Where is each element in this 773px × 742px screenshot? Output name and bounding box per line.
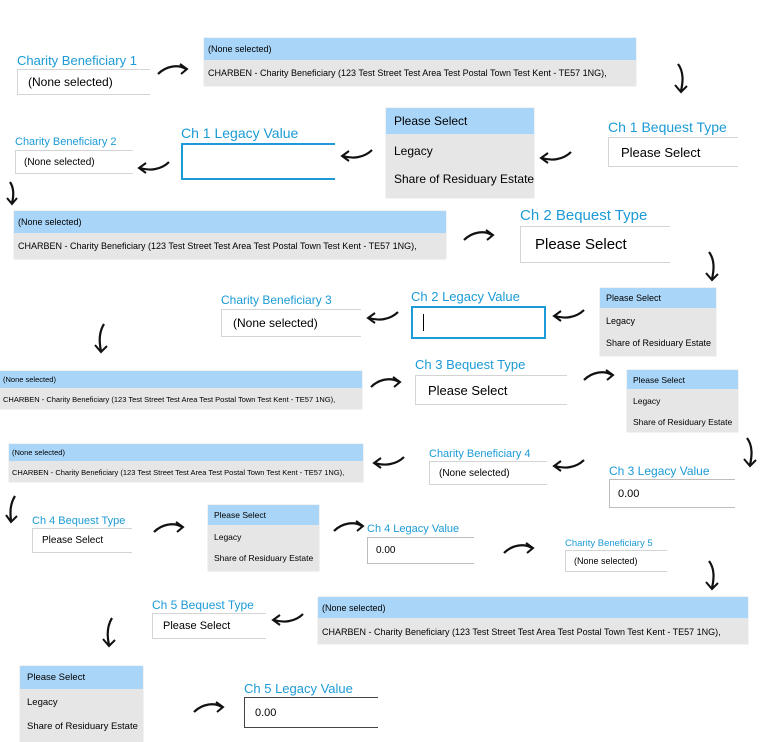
arrow-left-icon [552,456,586,474]
ch3-bequest-type-label: Ch 3 Bequest Type [415,357,526,372]
ch5-bequest-type-label: Ch 5 Bequest Type [152,598,254,612]
arrow-right-icon [156,62,190,78]
arrow-left-icon [271,610,305,628]
ch1-bequest-type-select[interactable]: Please Select [608,137,738,167]
ch4-bequest-type-dropdown [208,505,319,571]
dropdown-option[interactable]: Share of Residuary Estate [606,338,712,348]
charity-beneficiary-3-dropdown [0,371,362,409]
arrow-down-icon [100,616,118,648]
arrow-down-icon [703,250,721,282]
arrow-right-icon [192,700,226,716]
dropdown-option[interactable]: Please Select [20,666,143,689]
dropdown-option[interactable]: CHARBEN - Charity Beneficiary (123 Test Street Test Area Test Postal Town Test Kent - TE57 1NG), [12,468,345,477]
ch4-legacy-value-label: Ch 4 Legacy Value [367,523,460,535]
arrow-left-icon [340,146,374,164]
arrow-down-icon [3,494,21,524]
arrow-right-icon [332,519,366,535]
dropdown-option[interactable]: (None selected) [14,211,446,233]
ch1-bequest-type-label: Ch 1 Bequest Type [608,119,727,135]
ch2-legacy-value-input[interactable] [411,306,546,339]
dropdown-option[interactable]: Please Select [386,108,534,134]
dropdown-option[interactable]: CHARBEN - Charity Beneficiary (123 Test Street Test Area Test Postal Town Test Kent - TE57 1NG), [322,626,721,637]
ch3-legacy-value-label: Ch 3 Legacy Value [609,464,710,478]
dropdown-option[interactable]: Share of Residuary Estate [27,721,138,732]
arrow-down-icon [703,559,721,591]
arrow-down-icon [672,62,690,94]
ch2-bequest-type-label: Ch 2 Bequest Type [520,207,648,224]
arrow-down-icon [4,180,22,206]
arrow-left-icon [137,158,171,176]
dropdown-option[interactable]: Legacy [606,316,636,326]
dropdown-option[interactable]: Please Select [600,288,716,308]
charity-beneficiary-5-dropdown [318,597,748,644]
arrow-left-icon [372,453,406,471]
ch1-legacy-value-label: Ch 1 Legacy Value [181,125,299,141]
charity-beneficiary-2-label: Charity Beneficiary 2 [15,136,117,148]
ch3-legacy-value-input[interactable]: 0.00 [609,479,735,508]
charity-beneficiary-1-label: Charity Beneficiary 1 [17,53,137,68]
charity-beneficiary-4-dropdown [9,444,363,482]
ch5-bequest-type-select[interactable]: Please Select [152,613,266,639]
dropdown-option[interactable]: (None selected) [9,444,363,461]
charity-beneficiary-1-select[interactable]: (None selected) [17,69,150,95]
arrow-right-icon [462,228,496,244]
dropdown-option[interactable]: Legacy [27,697,58,708]
ch2-bequest-type-select[interactable]: Please Select [520,226,670,263]
dropdown-option[interactable]: (None selected) [204,38,636,60]
charity-beneficiary-4-select[interactable]: (None selected) [429,461,547,485]
dropdown-option[interactable]: Legacy [394,144,433,158]
dropdown-option[interactable]: Share of Residuary Estate [633,416,733,427]
ch5-legacy-value-label: Ch 5 Legacy Value [244,681,353,696]
ch1-legacy-value-input[interactable] [181,143,335,180]
charity-beneficiary-5-select[interactable]: (None selected) [565,550,667,572]
arrow-down-icon [92,322,110,354]
dropdown-option[interactable]: CHARBEN - Charity Beneficiary (123 Test Street Test Area Test Postal Town Test Kent - TE57 1NG), [208,68,607,78]
ch3-bequest-type-select[interactable]: Please Select [415,375,567,405]
ch3-bequest-type-dropdown [627,370,738,432]
dropdown-option[interactable]: CHARBEN - Charity Beneficiary (123 Test Street Test Area Test Postal Town Test Kent - TE57 1NG), [18,241,417,251]
ch4-bequest-type-label: Ch 4 Bequest Type [32,515,126,527]
charity-beneficiary-2-select[interactable]: (None selected) [15,150,133,174]
dropdown-option[interactable]: Please Select [208,505,319,525]
ch4-legacy-value-input[interactable]: 0.00 [367,537,474,564]
dropdown-option[interactable]: CHARBEN - Charity Beneficiary (123 Test Street Test Area Test Postal Town Test Kent - TE57 1NG), [3,395,336,404]
ch2-bequest-type-dropdown [600,288,716,356]
arrow-right-icon [502,541,536,557]
dropdown-option[interactable]: Share of Residuary Estate [214,553,314,563]
dropdown-option[interactable]: Legacy [214,532,242,542]
arrow-left-icon [539,148,573,166]
dropdown-option[interactable]: Please Select [627,370,738,389]
charity-beneficiary-1-dropdown [204,38,636,86]
ch1-bequest-type-dropdown [386,108,534,198]
arrow-right-icon [152,520,186,536]
dropdown-option[interactable]: (None selected) [0,371,362,388]
ch5-legacy-value-input[interactable]: 0.00 [244,697,378,728]
charity-beneficiary-4-label: Charity Beneficiary 4 [429,448,531,460]
text-caret [423,314,424,331]
arrow-right-icon [369,375,403,391]
arrow-left-icon [552,306,586,324]
ch2-legacy-value-label: Ch 2 Legacy Value [411,289,520,304]
arrow-down-icon [741,436,759,468]
charity-beneficiary-3-select[interactable]: (None selected) [221,309,361,337]
dropdown-option[interactable]: (None selected) [318,597,748,618]
dropdown-option[interactable]: Share of Residuary Estate [394,172,534,186]
ch5-bequest-type-dropdown [20,666,143,742]
ch4-bequest-type-select[interactable]: Please Select [32,528,132,553]
charity-beneficiary-2-dropdown [14,211,446,259]
dropdown-option[interactable]: Legacy [633,395,661,406]
arrow-left-icon [366,308,400,326]
charity-beneficiary-3-label: Charity Beneficiary 3 [221,293,332,307]
arrow-right-icon [582,368,616,384]
charity-beneficiary-5-label: Charity Beneficiary 5 [565,538,653,549]
